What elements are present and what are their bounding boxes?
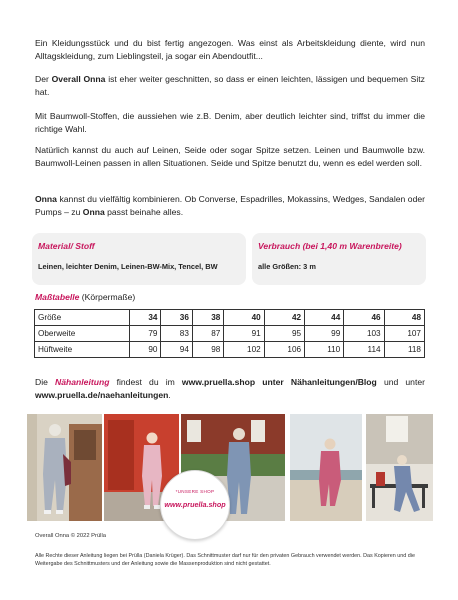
bust-cell: 83: [161, 326, 192, 342]
size-cell: 44: [305, 310, 344, 326]
size-cell: 46: [344, 310, 384, 326]
size-row-label: Größe: [35, 310, 130, 326]
intro-paragraph-3: Mit Baumwoll-Stoffen, die aussiehen wie z.B. Denim, aber deutlich leichter sind, triffst du immer die richtige Wahl.: [35, 111, 425, 134]
p2-text: Der: [35, 74, 52, 84]
hip-cell: 118: [384, 342, 424, 358]
size-cell: 36: [161, 310, 192, 326]
hip-cell: 98: [192, 342, 223, 358]
size-cell: 34: [130, 310, 161, 326]
measurements-subtitle: (Körpermaße): [79, 292, 136, 302]
bust-cell: 91: [224, 326, 264, 342]
material-title: Material/ Stoff: [38, 241, 95, 251]
instr-text-4: .: [168, 390, 171, 400]
photo-5: [366, 414, 433, 521]
instructions-paragraph: [35, 376, 425, 402]
material-text: Leinen, leichter Denim, Leinen-BW-Mix, Tencel, BW: [38, 262, 218, 271]
intro-paragraph-2: [35, 73, 425, 99]
size-row: [35, 310, 425, 326]
measurements-title: Maßtabelle: [35, 292, 80, 302]
product-name-short-2: Onna: [82, 207, 105, 217]
bust-cell: 99: [305, 326, 344, 342]
consumption-box: [252, 233, 426, 285]
bust-cell: 107: [384, 326, 424, 342]
hip-row: [35, 342, 425, 358]
intro-paragraph-5: [35, 193, 425, 219]
shop-link[interactable]: www.pruella.shop unter Nähanleitungen/Blog: [181, 377, 377, 387]
product-name: Overall Onna: [51, 74, 106, 84]
instr-highlight: Nähanleitung: [55, 377, 110, 387]
p2-text-2: ist eher weiter geschnitten, so dass er einen leichten, lässigen und bequemen Sitz hat.: [35, 74, 425, 97]
blog-link[interactable]: www.pruella.de/naehanleitungen: [35, 390, 169, 400]
size-cell: 38: [192, 310, 223, 326]
badge-top-text: *UNSERE SHOP: [175, 489, 215, 494]
material-box: [32, 233, 246, 285]
size-cell: 42: [264, 310, 304, 326]
intro-paragraph-4: Natürlich kannst du auch auf Leinen, Seide oder sogar Spitze setzen. Leinen und Baumwolle bzw. Baumwoll-Leinen passen in allen Situationen. Seide und Spitze benutzt du, wenn es edel werden soll.: [35, 145, 425, 168]
hip-cell: 94: [161, 342, 192, 358]
badge-url: www.pruella.shop: [164, 500, 226, 509]
consumption-text: alle Größen: 3 m: [258, 262, 316, 271]
product-name-short: Onna: [35, 194, 57, 204]
instr-text-2: findest du im: [109, 377, 182, 387]
p5-text: kannst du vielfältig kombinieren. Ob Converse, Espadrilles, Mokassins, Wedges, Sandalen oder Pumps – zu: [35, 194, 425, 217]
hip-cell: 102: [224, 342, 264, 358]
bust-cell: 103: [344, 326, 384, 342]
shop-badge[interactable]: [160, 470, 230, 540]
hip-label: Hüftweite: [35, 342, 130, 358]
size-cell: 48: [384, 310, 424, 326]
size-table: [34, 309, 425, 358]
p5-text-2: passt beinahe alles.: [104, 207, 184, 217]
footer-copyright: Overall Onna © 2022 Prülla: [35, 533, 106, 539]
bust-cell: 95: [264, 326, 304, 342]
photo-1: [27, 414, 102, 521]
intro-paragraph-1: Ein Kleidungsstück und du bist fertig angezogen. Was einst als Arbeitskleidung diente, wird nun Alltagskleidung, zum Lieblingsteil, ja sogar ein Abendoutfit...: [35, 38, 425, 61]
measurements-heading: [35, 292, 135, 302]
hip-cell: 106: [264, 342, 304, 358]
hip-cell: 114: [344, 342, 384, 358]
hip-cell: 90: [130, 342, 161, 358]
size-cell: 40: [224, 310, 264, 326]
footer-rights: Alle Rechte dieser Anleitung liegen bei Prülla (Daniela Krüger). Das Schnittmuster darf nur für den privaten Gebrauch verwendet werden. Das Kopieren und die Weitergabe des Schnittmusters und der Anleitung sowie die Massenproduktion sind nicht gestattet.: [35, 553, 415, 567]
hip-cell: 110: [305, 342, 344, 358]
bust-label: Oberweite: [35, 326, 130, 342]
bust-cell: 79: [130, 326, 161, 342]
instr-text: Die: [35, 377, 56, 387]
bust-cell: 87: [192, 326, 223, 342]
consumption-title: Verbrauch (bei 1,40 m Warenbreite): [258, 241, 402, 251]
bust-row: [35, 326, 425, 342]
photo-4: [290, 414, 362, 521]
instr-text-3: und unter: [376, 377, 425, 387]
